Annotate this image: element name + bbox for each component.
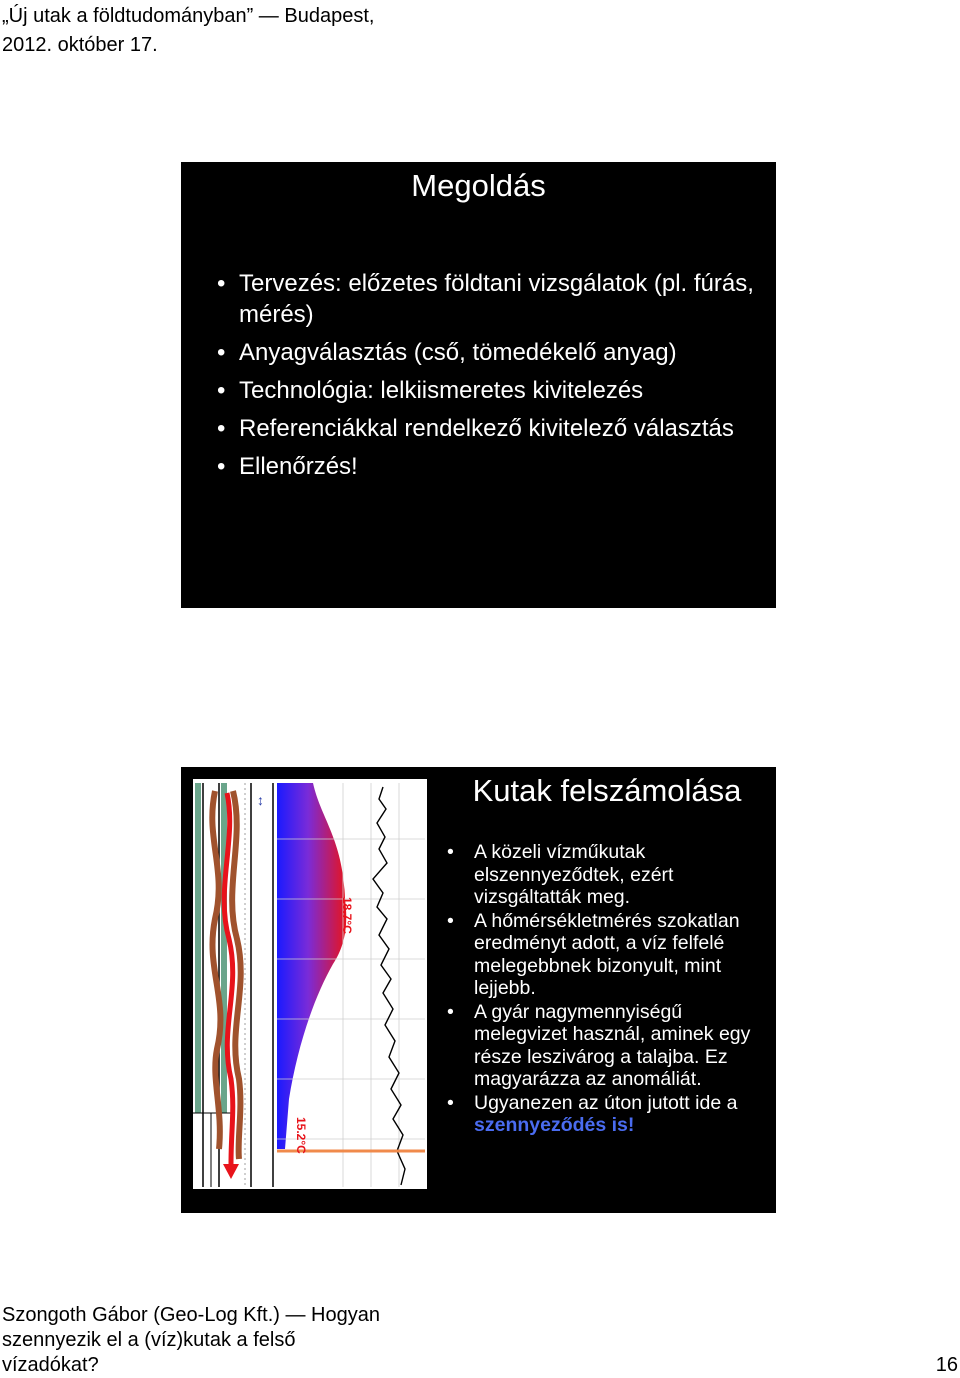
well-symbol-icon: ↕ xyxy=(257,792,264,808)
footer-line-1: Szongoth Gábor (Geo-Log Kft.) — Hogyan xyxy=(2,1304,380,1326)
bullet-icon: • xyxy=(217,339,226,366)
list-item xyxy=(217,413,757,444)
header-line-1: „Új utak a földtudományban” — Budapest, xyxy=(2,5,375,27)
list-item-text: Tervezés: előzetes földtani vizsgálatok (pl. fúrás, mérés) xyxy=(239,270,754,328)
footer-line-3: vízadókat? xyxy=(2,1354,99,1376)
list-item xyxy=(447,1001,767,1091)
bullet-icon: • xyxy=(217,270,226,297)
footer-line-2: szennyezik el a (víz)kutak a felső xyxy=(2,1329,296,1351)
list-item xyxy=(447,841,767,909)
well-log-figure xyxy=(193,779,427,1189)
page-header xyxy=(2,2,522,60)
list-item xyxy=(217,451,757,482)
list-item-text: A hőmérsékletmérés szokatlan eredményt adott, a víz felfelé melegebbnek bizonyult, mint lejjebb. xyxy=(474,909,740,999)
bullet-icon: • xyxy=(447,1000,454,1023)
page-footer xyxy=(2,1303,462,1378)
bullet-icon: • xyxy=(447,909,454,932)
list-item-text: Ellenőrzés! xyxy=(239,453,358,480)
list-item xyxy=(217,375,757,406)
bullet-icon: • xyxy=(217,453,226,480)
list-item-text: Referenciákkal rendelkező kivitelező választás xyxy=(239,415,734,442)
well-log-svg xyxy=(193,779,427,1189)
list-item xyxy=(217,268,757,330)
slide-kutak-felszamolasa xyxy=(181,767,776,1213)
bullet-list xyxy=(447,841,767,1138)
list-item-text: Technológia: lelkiismeretes kivitelezés xyxy=(239,377,644,404)
temperature-profile xyxy=(277,783,346,1149)
list-item-text: Anyagválasztás (cső, tömedékelő anyag) xyxy=(239,339,677,366)
list-item-text: A gyár nagymennyiségű melegvizet használ, aminek egy része leszivárog a talajba. Ez magyarázza az anomáliát. xyxy=(474,1000,751,1090)
bullet-list xyxy=(217,268,757,489)
highlight-text: szennyeződés is! xyxy=(474,1114,635,1136)
page-number: 16 xyxy=(935,1354,958,1376)
list-item xyxy=(447,910,767,1000)
casing-left xyxy=(195,783,201,1113)
list-item xyxy=(217,337,757,368)
bullet-icon: • xyxy=(217,415,226,442)
list-item-text: A közeli vízműkutak elszennyeződtek, ezért vizsgáltatták meg. xyxy=(474,841,674,908)
slide-megoldas xyxy=(181,162,776,608)
log-curve xyxy=(373,787,405,1185)
temp-bottom-label: 15.2°C xyxy=(294,1117,308,1154)
header-line-2: 2012. október 17. xyxy=(2,34,158,56)
slide-title: Megoldás xyxy=(411,168,546,203)
list-item xyxy=(447,1092,767,1137)
temp-top-label: 18.7°C xyxy=(340,897,354,934)
arrow-head-icon xyxy=(223,1164,239,1179)
bullet-icon: • xyxy=(447,841,454,863)
list-item-text: Ugyanezen az úton jutott ide a xyxy=(474,1091,738,1114)
bullet-icon: • xyxy=(217,377,226,404)
slide-title: Kutak felszámolása xyxy=(472,773,742,808)
bullet-icon: • xyxy=(447,1091,454,1114)
